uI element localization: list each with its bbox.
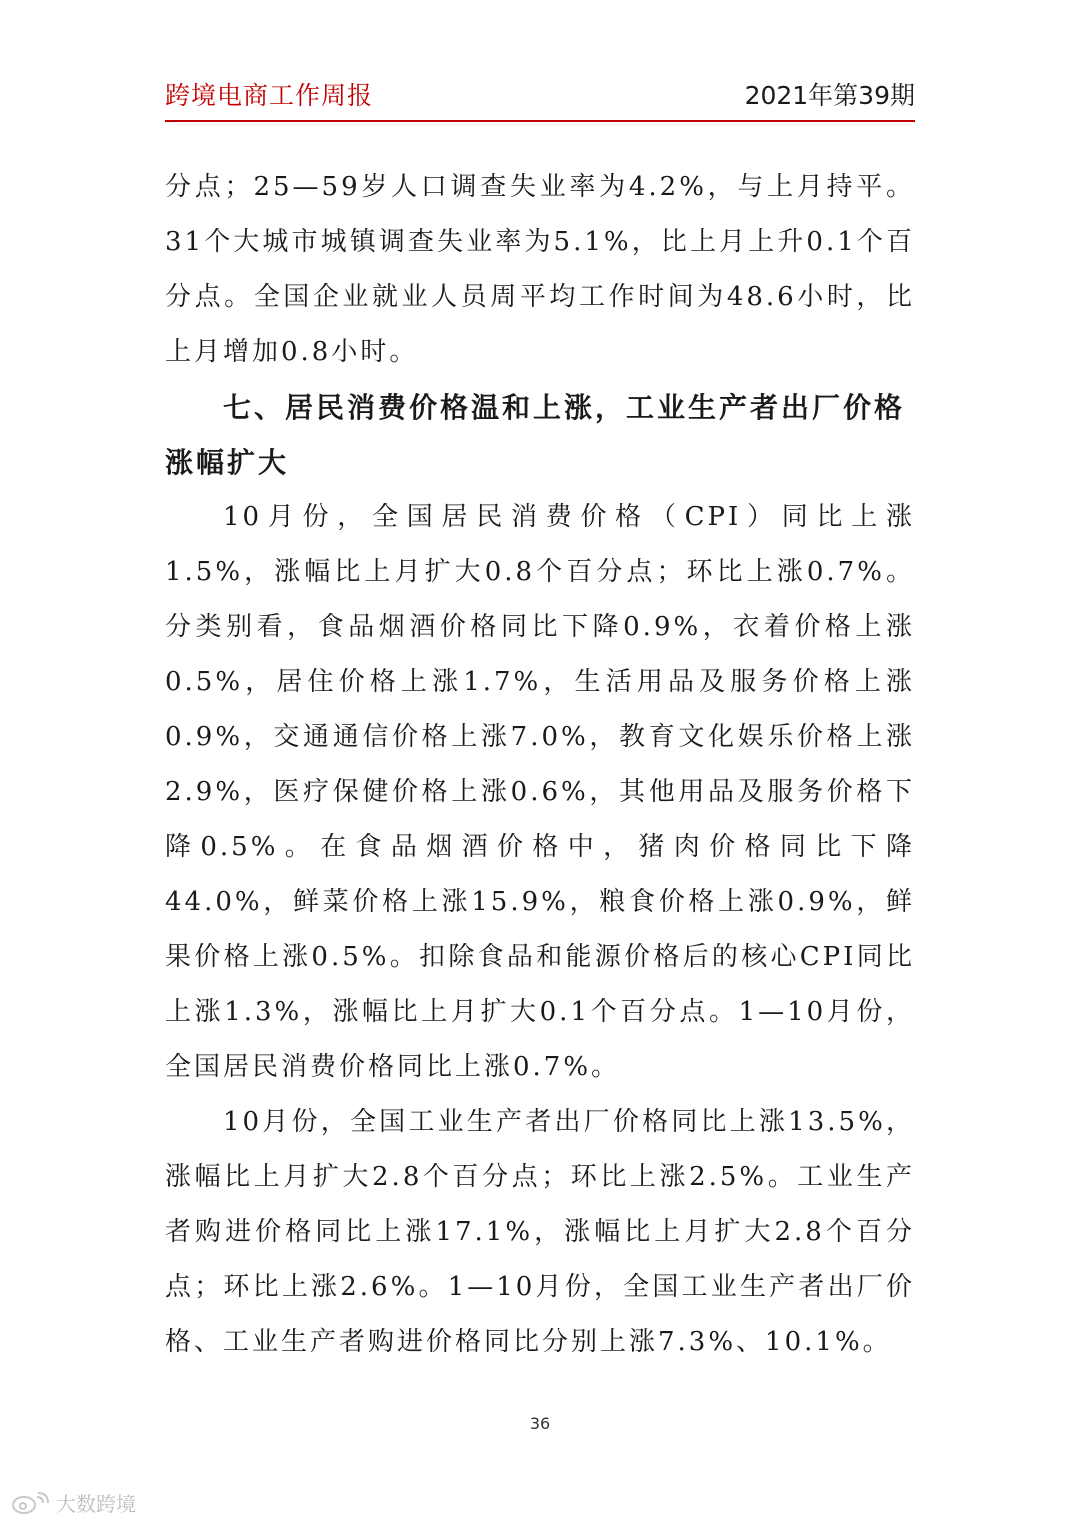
- document-body: [165, 160, 915, 1370]
- watermark: [10, 1488, 136, 1517]
- weibo-like-logo-icon: [10, 1491, 50, 1515]
- paragraph-ppi: 10月份，全国工业生产者出厂价格同比上涨13.5%，涨幅比上月扩大2.8个百分点；环比上涨2.5%。工业生产者购进价格同比上涨17.1%，涨幅比上月扩大2.8个百分点；环比上涨2.6%。1—10月份，全国工业生产者出厂价格、工业生产者购进价格同比分别上涨7.3%、10.1%。: [165, 1107, 915, 1357]
- issue-number: 2021年第39期: [744, 81, 915, 110]
- publication-title: 跨境电商工作周报: [165, 81, 374, 110]
- section-heading-7: 七、居民消费价格温和上涨，工业生产者出厂价格涨幅扩大: [165, 391, 906, 479]
- paragraph-unemployment-continued: 分点；25—59岁人口调查失业率为4.2%，与上月持平。31个大城市城镇调查失业率为5.1%，比上月上升0.1个百分点。全国企业就业人员周平均工作时间为48.6小时，比上月增加0.8小时。: [165, 172, 915, 367]
- page-header: [165, 72, 915, 122]
- paragraph-cpi: 10月份，全国居民消费价格（CPI）同比上涨1.5%，涨幅比上月扩大0.8个百分点；环比上涨0.7%。分类别看，食品烟酒价格同比下降0.9%，衣着价格上涨0.5%，居住价格上涨1.7%，生活用品及服务价格上涨0.9%，交通通信价格上涨7.0%，教育文化娱乐价格上涨2.9%，医疗保健价格上涨0.6%，其他用品及服务价格下降0.5%。在食品烟酒价格中，猪肉价格同比下降44.0%，鲜菜价格上涨15.9%，粮食价格上涨0.9%，鲜果价格上涨0.5%。扣除食品和能源价格后的核心CPI同比上涨1.3%，涨幅比上月扩大0.1个百分点。1—10月份，全国居民消费价格同比上涨0.7%。: [165, 502, 915, 1082]
- watermark-text: 大数跨境: [56, 1492, 136, 1516]
- page-number: 36: [529, 1414, 551, 1433]
